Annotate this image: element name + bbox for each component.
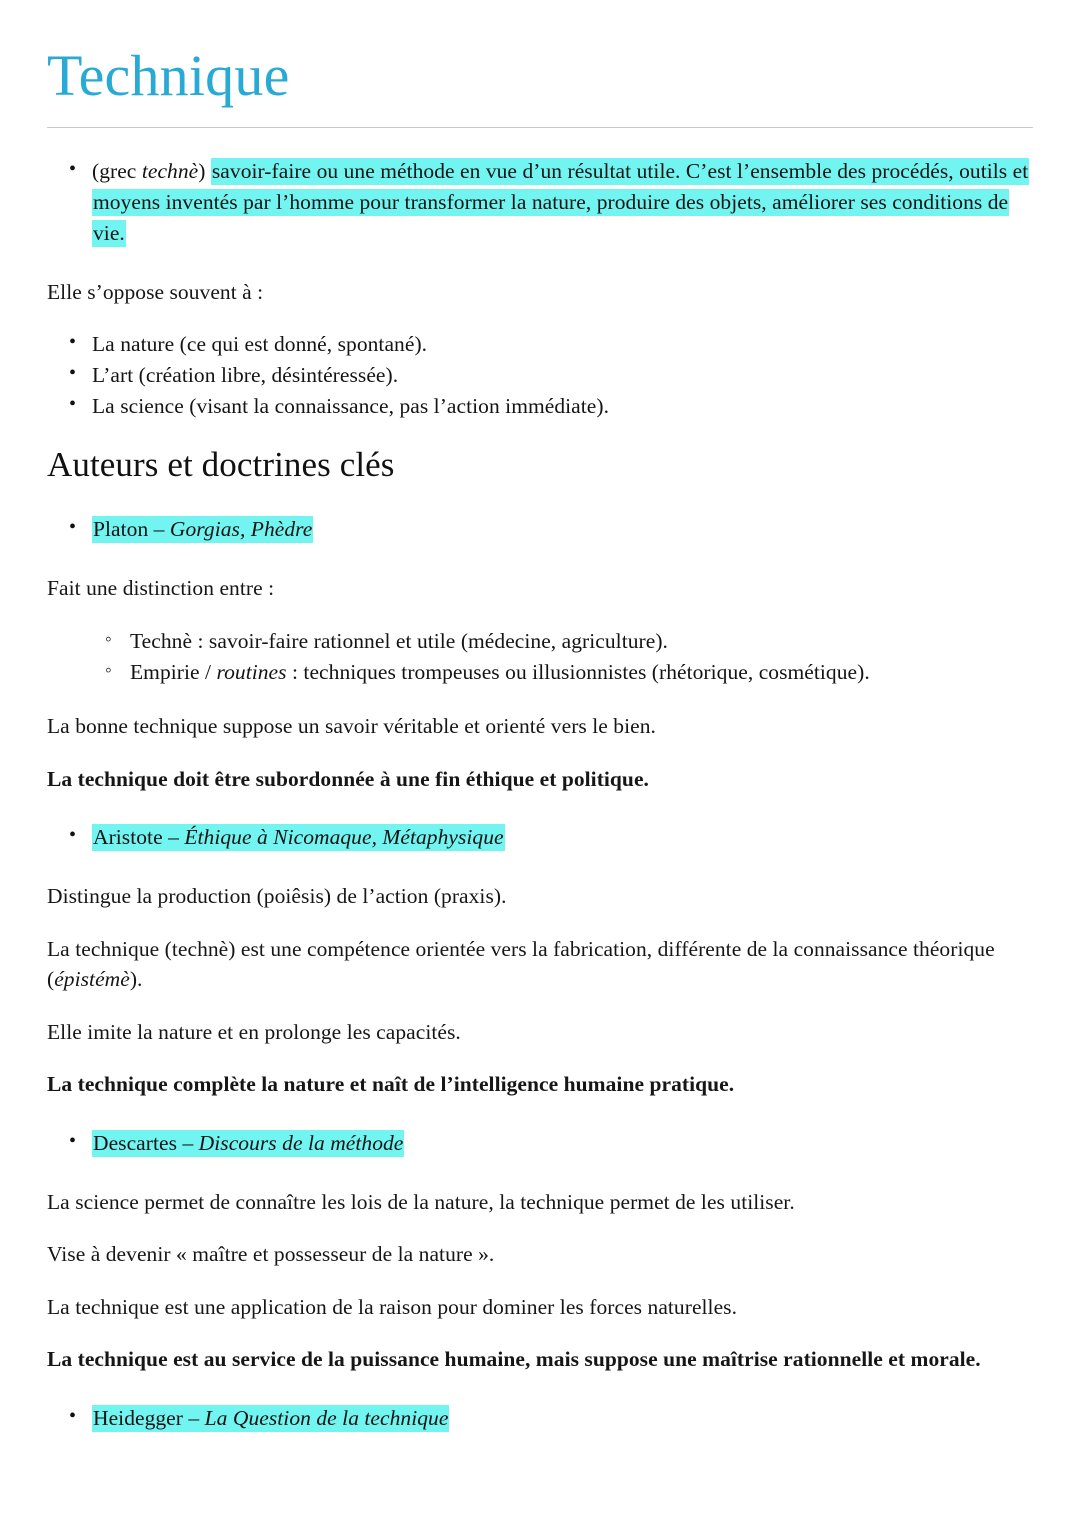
page-title: Technique: [47, 43, 290, 108]
heidegger-works: La Question de la technique: [204, 1405, 449, 1430]
aristote-p2-after: ).: [129, 967, 143, 992]
descartes-author-highlight: [92, 1130, 404, 1157]
list-item-author-descartes: [47, 1128, 1033, 1159]
descartes-bold-conclusion: La technique est au service de la puissance humaine, mais suppose une maîtrise rationnelle et morale.: [47, 1347, 981, 1372]
platon-author-list: [47, 514, 1033, 545]
section-heading-authors: Auteurs et doctrines clés: [47, 445, 395, 485]
descartes-paragraph-3: La technique est une application de la raison pour dominer les forces naturelles.: [47, 1294, 738, 1319]
sub-item-text-italic: routines: [216, 660, 287, 685]
list-item-author-aristote: [47, 822, 1033, 853]
sub-list-item: [47, 626, 1033, 658]
heidegger-author-list: [47, 1403, 1033, 1434]
platon-dash: –: [148, 517, 170, 542]
list-item: • L’art (création libre, désintéressée).: [47, 360, 1033, 391]
aristote-p2-before: La technique (technè) est une compétence orientée vers la fabrication, différente de la connaissance théorique (: [47, 936, 995, 992]
list-item-author-heidegger: [47, 1403, 1033, 1434]
list-item: • La science (visant la connaissance, pas l’action immédiate).: [47, 391, 1033, 422]
aristote-name: Aristote: [93, 825, 163, 850]
platon-paragraph-1: La bonne technique suppose un savoir véritable et orienté vers le bien.: [47, 714, 656, 739]
aristote-bold-conclusion: La technique complète la nature et naît de l’intelligence humaine pratique.: [47, 1072, 735, 1097]
aristote-dash: –: [162, 825, 185, 850]
descartes-dash: –: [177, 1130, 199, 1155]
heidegger-dash: –: [183, 1405, 205, 1430]
definition-list: [47, 156, 1033, 249]
sub-item-text: Technè : savoir-faire rationnel et utile (médecine, agriculture).: [130, 628, 668, 653]
platon-works: Gorgias, Phèdre: [169, 517, 313, 542]
descartes-author-list: [47, 1128, 1033, 1159]
sub-list-item: [47, 657, 1033, 689]
descartes-works: Discours de la méthode: [198, 1130, 404, 1155]
list-item-author-platon: [47, 514, 1033, 545]
aristote-paragraph-3: Elle imite la nature et en prolonge les capacités.: [47, 1019, 461, 1044]
aristote-author-list: [47, 822, 1033, 853]
opposition-intro: Elle s’oppose souvent à :: [47, 279, 264, 304]
aristote-p2-italic: épistémè: [54, 967, 130, 992]
descartes-paragraph-2: Vise à devenir « maître et possesseur de la nature ».: [47, 1242, 495, 1267]
platon-name: Platon: [93, 517, 149, 542]
definition-prefix-close: ): [198, 158, 211, 183]
heidegger-name: Heidegger: [93, 1405, 183, 1430]
definition-prefix-plain: (grec: [92, 158, 142, 183]
aristote-works: Éthique à Nicomaque, Métaphysique: [184, 825, 504, 850]
sub-item-text-before: Empirie /: [130, 660, 217, 685]
aristote-paragraph-2: [47, 934, 1033, 995]
list-item: • La nature (ce qui est donné, spontané).: [47, 329, 1033, 360]
descartes-paragraph-1: La science permet de connaître les lois de la nature, la technique permet de les utiliser.: [47, 1189, 795, 1214]
platon-bold-conclusion: La technique doit être subordonnée à une fin éthique et politique.: [47, 766, 649, 791]
definition-prefix-italic: technè: [141, 158, 199, 183]
platon-intro: Fait une distinction entre :: [47, 576, 275, 601]
descartes-name: Descartes: [93, 1130, 178, 1155]
platon-author-highlight: [92, 516, 313, 543]
opposition-list: [47, 329, 1033, 422]
definition-highlighted-text: savoir-faire ou une méthode en vue d’un résultat utile. C’est l’ensemble des procédés, outils et moyens inventés par l’homme pour transformer la nature, produire des objets, améliorer ses conditions de vie.: [93, 158, 1029, 245]
list-item-definition: [47, 156, 1033, 249]
aristote-paragraph-1: Distingue la production (poiêsis) de l’action (praxis).: [47, 884, 507, 909]
document-body: [0, 128, 1080, 1434]
heidegger-author-highlight: [92, 1405, 449, 1432]
platon-sub-list: [47, 626, 1033, 690]
aristote-author-highlight: [92, 824, 505, 851]
sub-item-text-after: : techniques trompeuses ou illusionnistes (rhétorique, cosmétique).: [286, 660, 870, 685]
